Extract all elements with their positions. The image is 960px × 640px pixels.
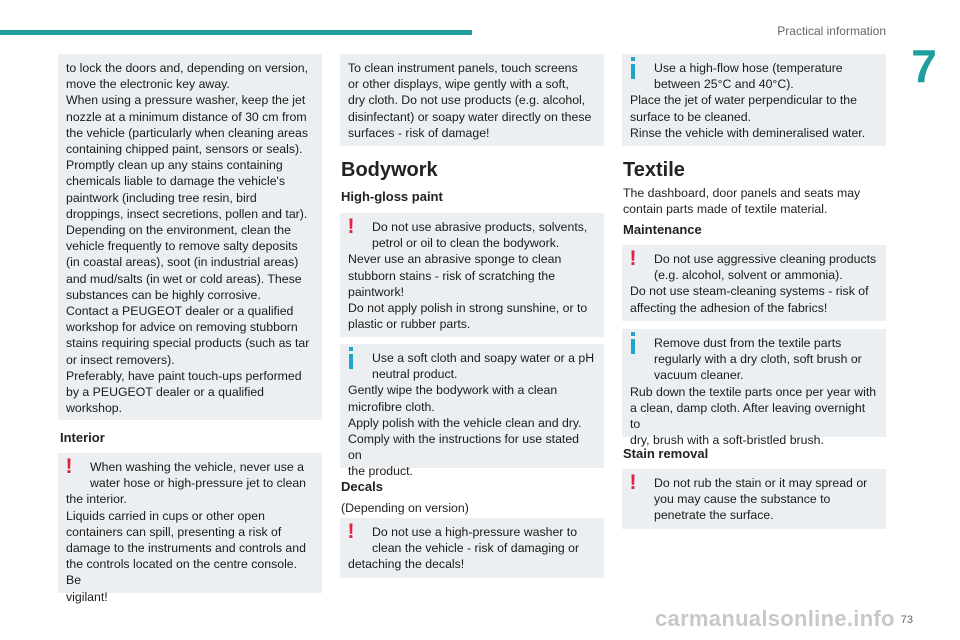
watermark: carmanualsonline.info [655,606,895,631]
text-line: Apply polish with the vehicle clean and dry. [348,415,582,430]
text-line: vigilant! [66,589,108,604]
text-line: vehicle frequently to remove salty deposits [66,239,298,254]
paint-care-box [58,54,322,420]
text-line: workshop for advice on removing stubborn [66,320,298,335]
gloss-info-box [340,344,604,479]
text-line: dry cloth. Do not use products (e.g. alcohol, [348,93,586,108]
text-line: Do not use a high-pressure washer to [372,525,578,539]
hose-info-box [622,54,886,146]
text-line: clean the vehicle - risk of damaging or [372,541,580,556]
text-line: petrol or oil to clean the bodywork. [372,236,560,251]
text-line: workshop. [66,401,123,416]
text-line: droppings, insect secretions, pollen and tar). [66,206,308,221]
text-line: water hose or high-pressure jet to clean [90,476,306,491]
text-line: a clean, damp cloth. After leaving overnight to [630,400,866,432]
text-line: Do not use aggressive cleaning products [654,252,877,266]
text-line: Use a soft cloth and soapy water or a pH [372,351,595,365]
gloss-warning-box [340,213,604,337]
text-line: When using a pressure washer, keep the jet [66,93,306,108]
stain-warning-box [622,469,886,529]
decals-warning-box [340,518,604,578]
exclamation-icon: ! [629,247,637,270]
text-line: Contact a PEUGEOT dealer or a qualified [66,304,294,319]
text-line: Promptly clean up any stains containing [66,158,283,173]
text-line: or other displays, wipe gently with a soft, [348,77,569,92]
text-line: paintwork (including tree resin, bird [66,190,257,205]
text-line: by a PEUGEOT dealer or a qualified [66,385,264,400]
text-line: surface to be cleaned. [630,109,751,124]
text-line: between 25°C and 40°C). [654,77,794,92]
decals-note: (Depending on version) [341,501,469,515]
text-line: dry, brush with a soft-bristled brush. [630,433,824,448]
text-line: nozzle at a minimum distance of 30 cm from [66,109,307,124]
exclamation-icon: ! [629,471,637,494]
text-line: containers can spill, presenting a risk of [66,524,282,539]
textile-intro [623,185,860,217]
interior-warning-box [58,453,322,604]
text-line: the controls located on the centre console. Be [66,557,298,588]
text-line: surfaces - risk of damage! [348,125,490,140]
text-line: stubborn stains - risk of scratching the [348,268,556,283]
text-line: Use a high-flow hose (temperature [654,61,843,75]
text-line: Gently wipe the bodywork with a clean [348,383,558,398]
text-line: contain parts made of textile material. [623,202,828,217]
page-number: 73 [900,614,913,626]
text-line: The dashboard, door panels and seats may [623,186,861,200]
stain-warning-text [630,475,878,524]
text-line: damage to the instruments and controls and [66,541,306,556]
text-line: Never use an abrasive sponge to clean [348,252,562,267]
text-line: Do not apply polish in strong sunshine, or to [348,301,588,316]
maintenance-heading: Maintenance [623,222,702,237]
textile-heading: Textile [623,159,685,181]
text-line: substances can be highly corrosive. [66,287,261,302]
header-accent-bar [0,30,472,35]
text-line: disinfectant) or soapy water directly on these [348,109,592,124]
text-line: Do not use abrasive products, solvents, [372,220,588,234]
decals-heading: Decals [341,479,383,494]
info-icon [346,347,356,369]
maintenance-warning-text [630,251,878,316]
gloss-warning-text [348,219,596,332]
text-line: To clean instrument panels, touch screens [348,61,578,75]
stain-removal-heading: Stain removal [623,446,709,461]
text-line: stains requiring special products (such as tar [66,336,310,351]
info-icon [628,57,638,79]
dust-info-text [630,335,878,448]
paint-care-text [66,60,314,416]
decals-warning-text [348,524,596,573]
text-line: microfibre cloth. [348,399,435,414]
text-line: vacuum cleaner. [654,368,744,383]
text-line: Do not use steam-cleaning systems - risk of [630,284,869,299]
interior-warning-text [66,459,314,605]
section-title: Practical information [777,24,886,38]
text-line: neutral product. [372,367,458,382]
info-icon [628,332,638,354]
text-line: the product. [348,464,413,479]
text-line: regularly with a dry cloth, soft brush or [654,352,862,367]
text-line: you may cause the substance to [654,492,831,507]
text-line: Rinse the vehicle with demineralised water. [630,125,866,140]
text-line: Depending on the environment, clean the [66,223,291,238]
text-line: penetrate the surface. [654,508,774,523]
instrument-panel-box [340,54,604,146]
instrument-panel-text [348,60,596,141]
text-line: detaching the decals! [348,557,465,572]
text-line: Do not rub the stain or it may spread or [654,476,868,490]
text-line: and mud/salts (in wet or cold areas). These [66,271,302,286]
hose-info-text [630,60,878,141]
gloss-info-text [348,350,596,480]
text-line: to lock the doors and, depending on version, [66,61,309,75]
dust-info-box [622,329,886,448]
text-line: Preferably, have paint touch-ups performed [66,368,302,383]
text-line: containing chipped paint, sensors or seals). [66,142,303,157]
text-line: (e.g. alcohol, solvent or ammonia). [654,268,843,283]
text-line: chemicals liable to damage the vehicle's [66,174,286,189]
maintenance-warning-box [622,245,886,321]
exclamation-icon: ! [65,455,73,478]
exclamation-icon: ! [347,215,355,238]
text-line: (in coastal areas), soot (in industrial areas) [66,255,299,270]
text-line: or insect removers). [66,352,175,367]
bodywork-heading: Bodywork [341,159,438,181]
text-line: Rub down the textile parts once per year with [630,384,877,399]
text-line: the vehicle (particularly when cleaning areas [66,125,308,140]
text-line: the interior. [66,492,127,507]
interior-heading: Interior [60,430,105,445]
text-line: Remove dust from the textile parts [654,336,842,350]
chapter-number: 7 [911,40,937,92]
text-line: Comply with the instructions for use stated on [348,432,580,463]
exclamation-icon: ! [347,520,355,543]
high-gloss-heading: High-gloss paint [341,189,443,204]
text-line: plastic or rubber parts. [348,317,471,332]
text-line: paintwork! [348,284,405,299]
text-line: affecting the adhesion of the fabrics! [630,300,828,315]
text-line: move the electronic key away. [66,77,230,92]
text-line: Place the jet of water perpendicular to the [630,93,857,108]
text-line: When washing the vehicle, never use a [90,460,304,474]
text-line: Liquids carried in cups or other open [66,508,265,523]
